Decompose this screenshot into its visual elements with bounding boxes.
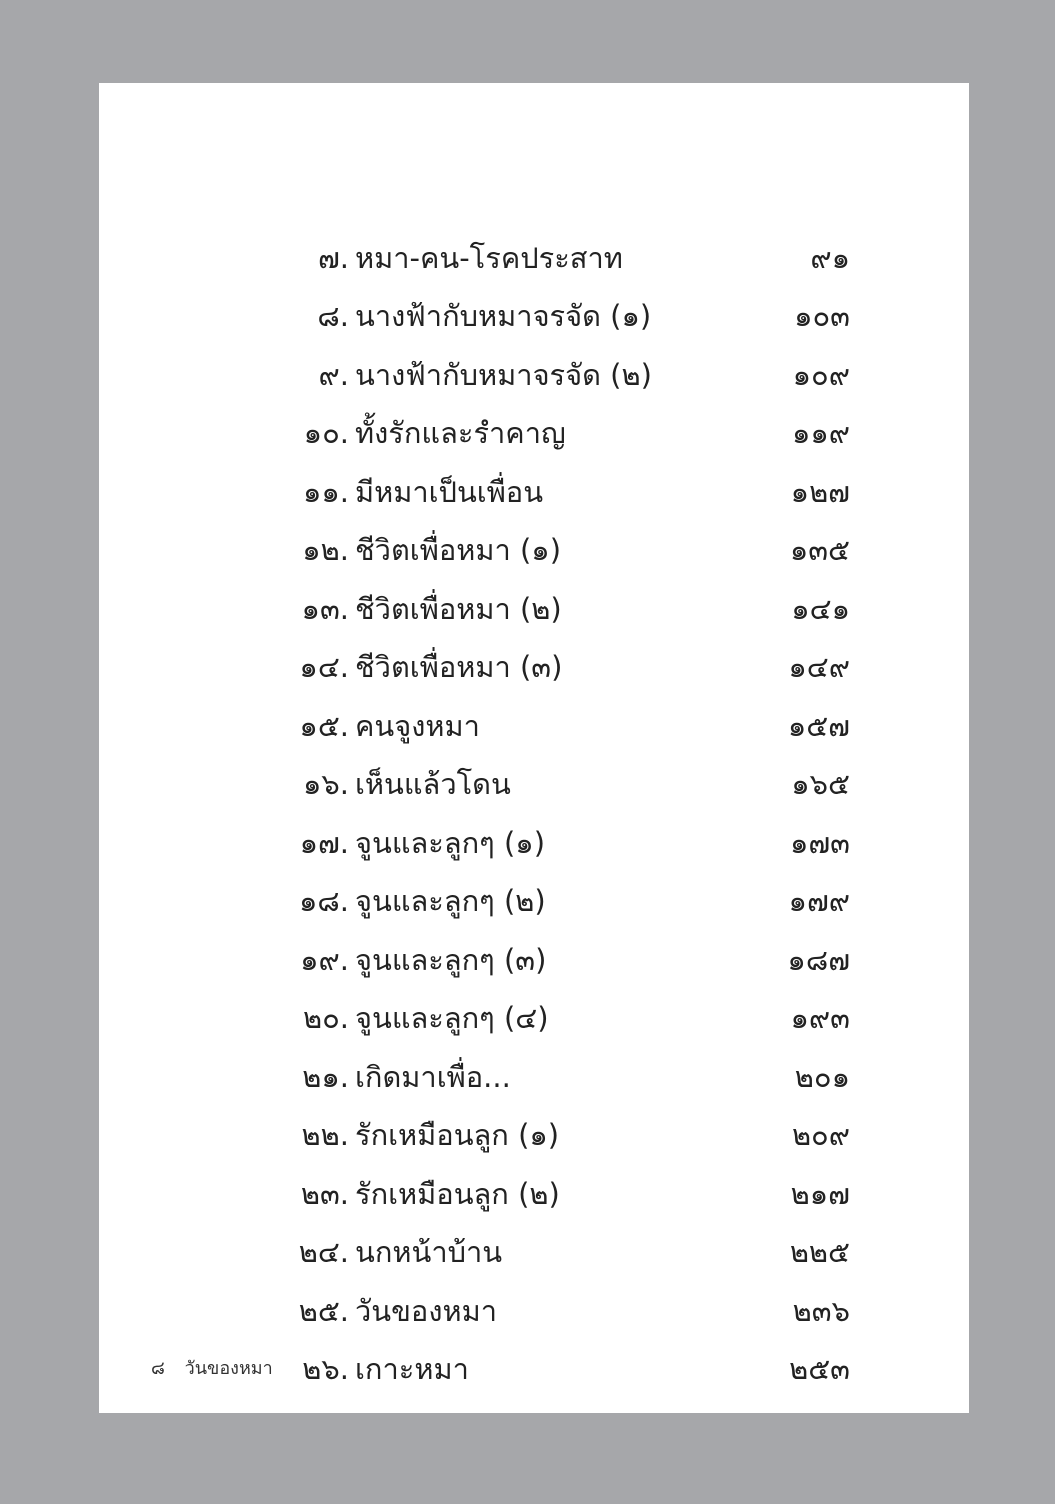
toc-entry-number: ๒๖. [302, 1352, 349, 1386]
toc-entry-title: นางฟ้ากับหมาจรจัด (๒) [355, 358, 652, 392]
toc-entry-number: ๒๔. [298, 1235, 349, 1269]
toc-entry-number: ๑๑. [302, 475, 349, 509]
toc-entry [99, 1169, 969, 1219]
toc-entry [99, 876, 969, 926]
toc-entry-page: ๒๐๙ [791, 1118, 850, 1152]
toc-entry-number: ๙. [318, 358, 349, 392]
toc-entry-title: วันของหมา [355, 1294, 498, 1328]
toc-entry-number: ๗. [317, 241, 349, 275]
footer-page-number: ๘ [151, 1358, 165, 1379]
toc-entry [99, 291, 969, 341]
toc-entry-page: ๑๙๓ [790, 1001, 850, 1035]
toc-entry-number: ๑๖. [302, 767, 349, 801]
toc-entry-number: ๑๗. [299, 826, 349, 860]
toc-entry-number: ๘. [317, 299, 349, 333]
page-footer [151, 1353, 273, 1382]
toc-entry-page: ๙๑ [810, 241, 850, 275]
toc-entry [99, 1227, 969, 1277]
toc-entry-page: ๑๐๙ [792, 358, 850, 392]
toc-entry [99, 408, 969, 458]
toc-entry-title: จูนและลูกๆ (๑) [355, 826, 546, 860]
toc-entry-number: ๒๕. [298, 1294, 349, 1328]
toc-entry-page: ๑๖๕ [791, 767, 850, 801]
toc-entry-page: ๒๑๗ [790, 1177, 850, 1211]
toc-entry [99, 233, 969, 283]
toc-entry-page: ๑๑๙ [791, 416, 850, 450]
toc-entry-number: ๑๘. [299, 884, 349, 918]
toc-entry-number: ๒๑. [302, 1060, 349, 1094]
toc-entry-page: ๑๓๕ [789, 533, 850, 567]
toc-entry [99, 350, 969, 400]
toc-entry [99, 759, 969, 809]
toc-entry-title: นางฟ้ากับหมาจรจัด (๑) [355, 299, 652, 333]
toc-entry [99, 642, 969, 692]
toc-entry-number: ๒๒. [301, 1118, 349, 1152]
toc-entry-title: เห็นแล้วโดน [355, 767, 511, 801]
toc-entry [99, 525, 969, 575]
toc-entry-title: เกิดมาเพื่อ... [355, 1060, 511, 1094]
footer-book-title: วันของหมา [184, 1358, 273, 1379]
toc-entry-title: นกหน้าบ้าน [355, 1235, 503, 1269]
toc-entry-page: ๑๘๗ [787, 943, 850, 977]
toc-entry [99, 935, 969, 985]
toc-entry-page: ๑๔๑ [791, 592, 850, 626]
toc-entry-title: จูนและลูกๆ (๒) [355, 884, 546, 918]
toc-entry-page: ๑๗๓ [789, 826, 850, 860]
toc-entry-number: ๒๓. [300, 1177, 349, 1211]
toc-entry [99, 1052, 969, 1102]
toc-entry-title: ชีวิตเพื่อหมา (๑) [355, 533, 562, 567]
toc-entry-title: หมา-คน-โรคประสาท [355, 241, 623, 275]
toc-entry [99, 818, 969, 868]
toc-entry-page: ๑๒๗ [790, 475, 850, 509]
toc-entry [99, 467, 969, 517]
toc-entry-title: ชีวิตเพื่อหมา (๒) [355, 592, 562, 626]
toc-entry-number: ๑๔. [299, 650, 349, 684]
toc-entry [99, 701, 969, 751]
toc-entry-title: รักเหมือนลูก (๒) [355, 1177, 560, 1211]
toc-entry-title: จูนและลูกๆ (๓) [355, 943, 547, 977]
toc-entry-number: ๑๕. [299, 709, 349, 743]
toc-entry-page: ๑๗๙ [788, 884, 850, 918]
toc-entry-page: ๒๒๕ [789, 1235, 850, 1269]
toc-entry-page: ๒๓๖ [792, 1294, 850, 1328]
toc-entry-page: ๑๔๙ [788, 650, 850, 684]
toc-entry-page: ๑๕๗ [787, 709, 850, 743]
toc-entry-number: ๑๓. [301, 592, 349, 626]
toc-entry-page: ๒๕๓ [789, 1352, 850, 1386]
toc-entry-title: จูนและลูกๆ (๔) [355, 1001, 549, 1035]
toc-entry-number: ๑๙. [300, 943, 349, 977]
toc-entry-number: ๒๐. [302, 1001, 349, 1035]
toc-entry-title: ชีวิตเพื่อหมา (๓) [355, 650, 563, 684]
toc-entry [99, 993, 969, 1043]
book-page [99, 83, 969, 1413]
toc-entry-title: เกาะหมา [355, 1352, 469, 1386]
toc-entry-title: ทั้งรักและรำคาญ [355, 416, 566, 450]
toc-entry-title: คนจูงหมา [355, 709, 480, 743]
toc-entry-title: มีหมาเป็นเพื่อน [355, 475, 544, 509]
toc-entry-title: รักเหมือนลูก (๑) [355, 1118, 560, 1152]
toc-entry [99, 1110, 969, 1160]
toc-entry-page: ๑๐๓ [794, 299, 850, 333]
toc-entry-number: ๑๒. [302, 533, 349, 567]
toc-entry [99, 1286, 969, 1336]
toc-entry-page: ๒๐๑ [794, 1060, 850, 1094]
toc-entry [99, 584, 969, 634]
toc-entry-number: ๑๐. [303, 416, 349, 450]
